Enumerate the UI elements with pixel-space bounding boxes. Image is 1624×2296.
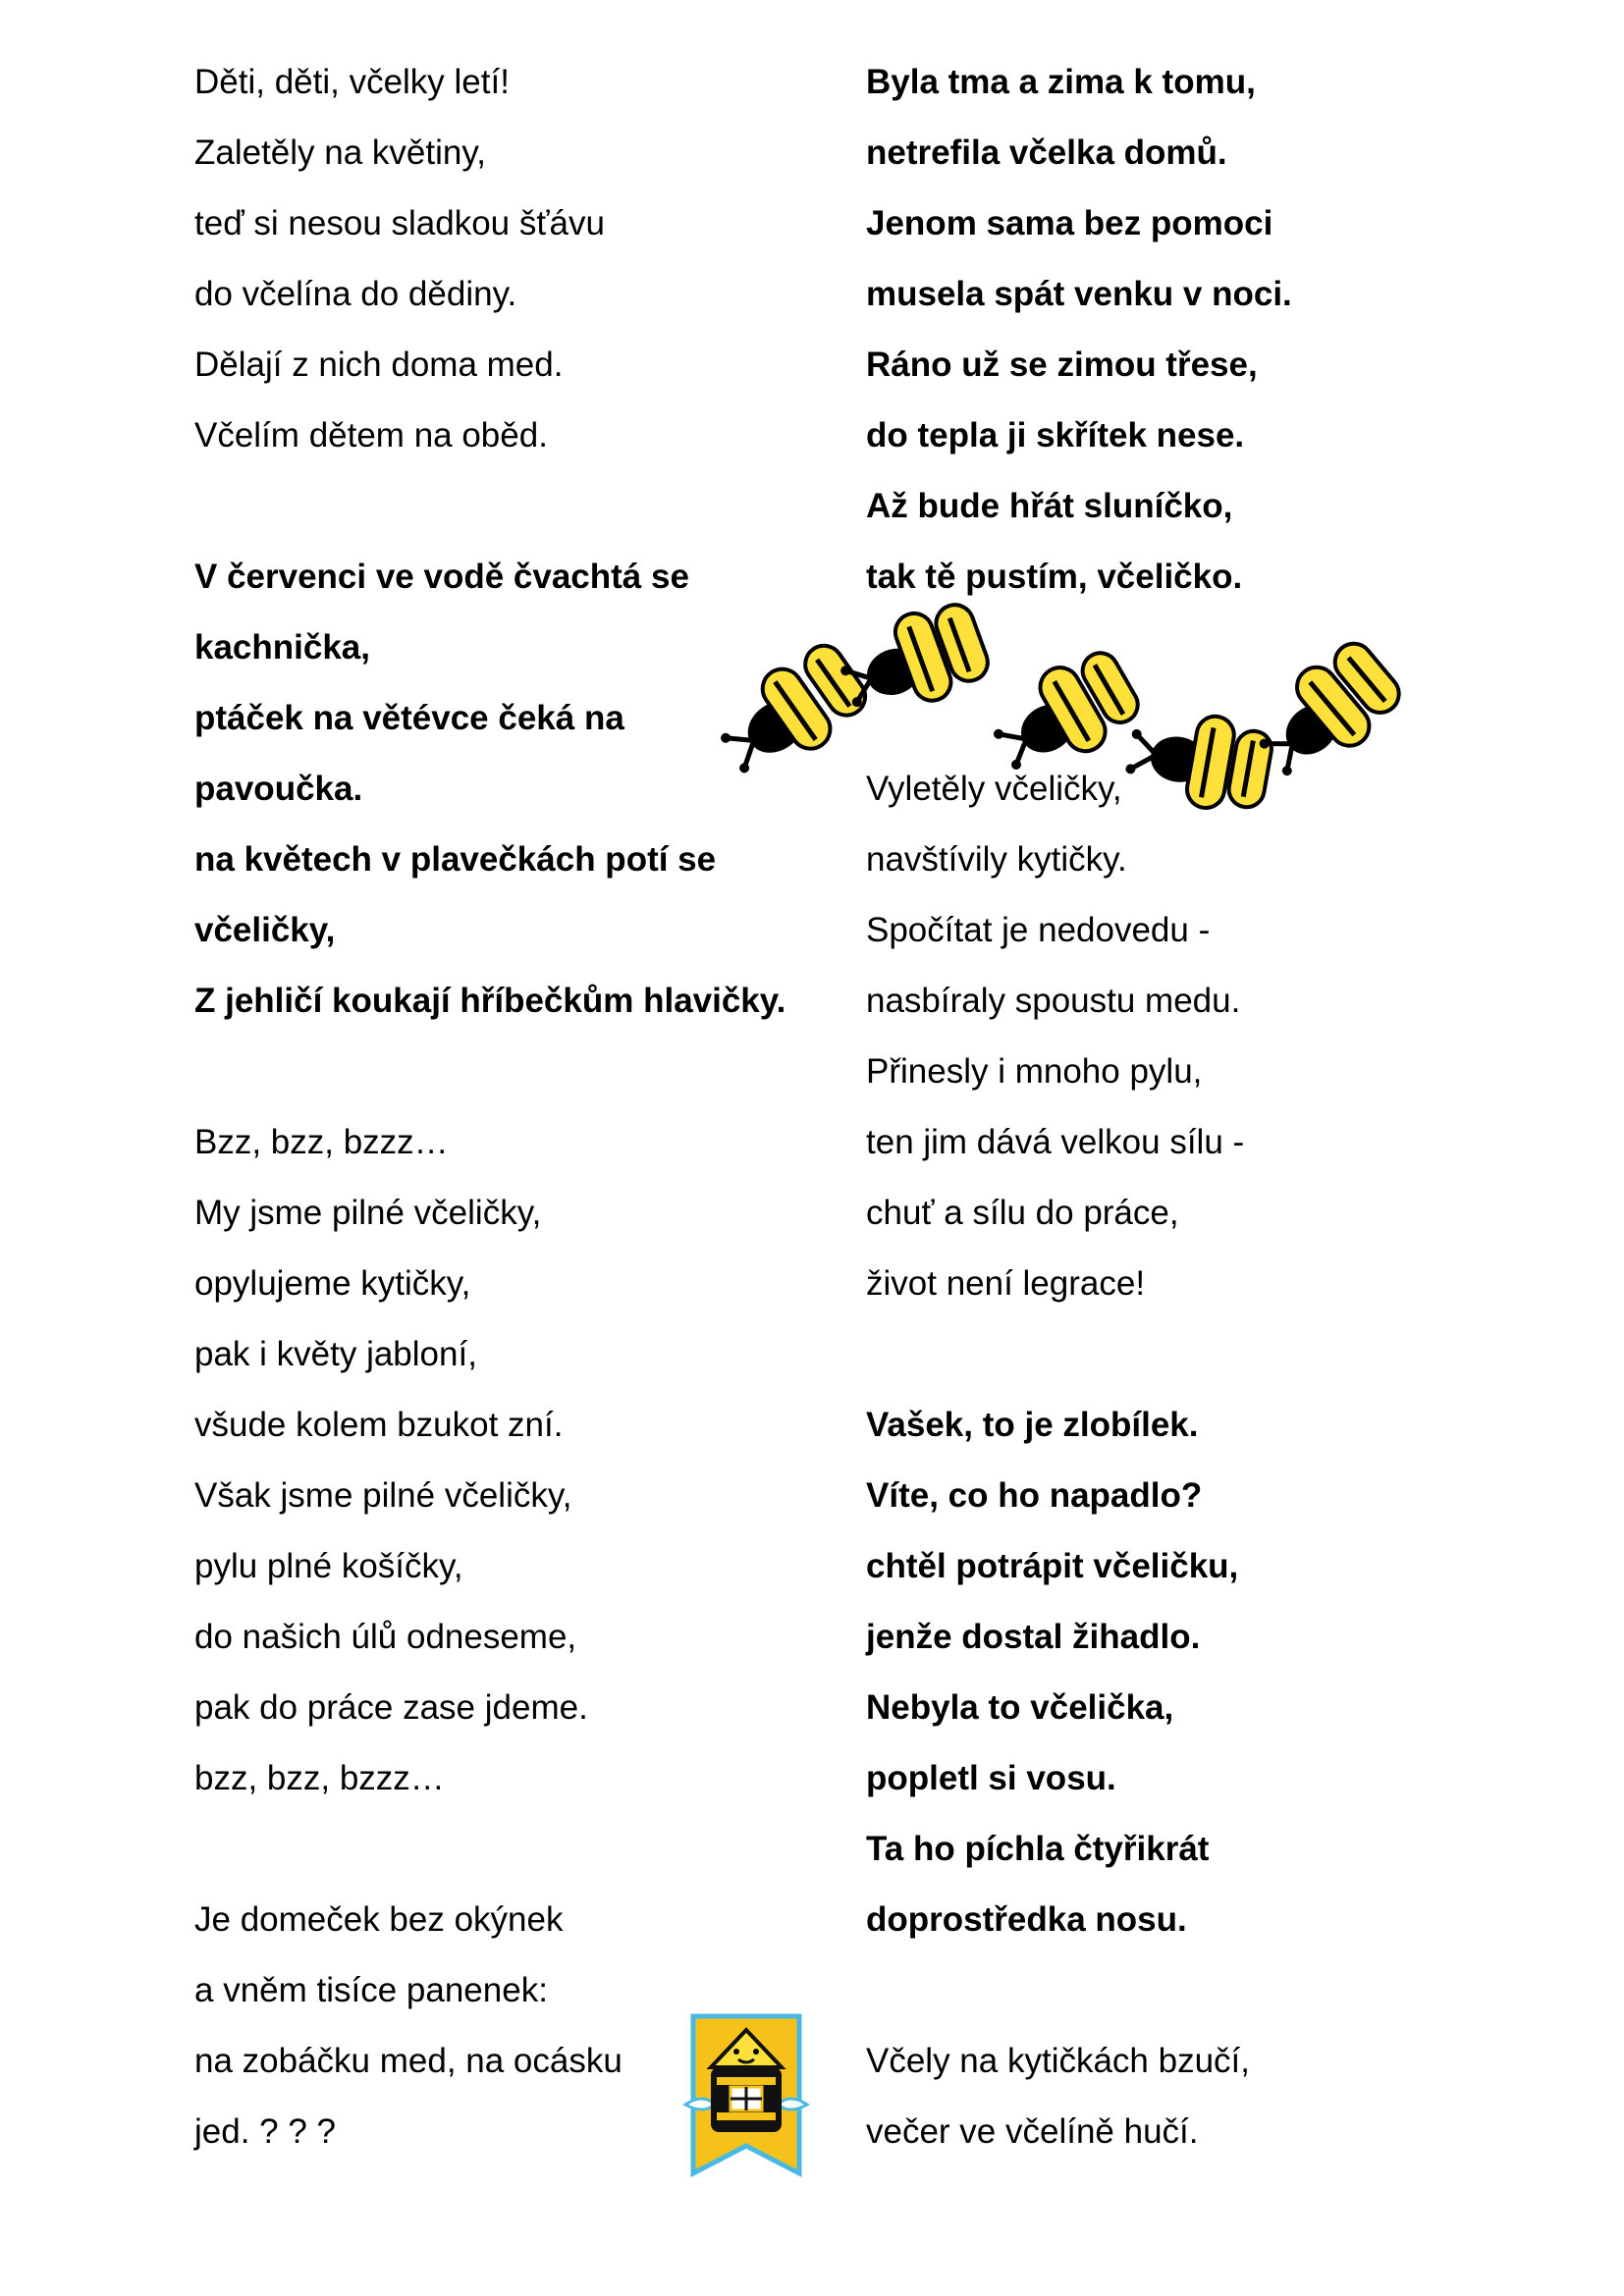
poem-line: ten jim dává velkou sílu - bbox=[866, 1123, 1245, 1161]
poem-line: pylu plné košíčky, bbox=[194, 1547, 463, 1585]
blank-line bbox=[194, 483, 803, 554]
poem-line: pak do práce zase jdeme. bbox=[194, 1688, 588, 1727]
poem-line: Spočítat je nedovedu - bbox=[866, 911, 1211, 949]
poem-line: opylujeme kytičky, bbox=[194, 1264, 471, 1303]
poem-line: bzz, bzz, bzzz… bbox=[194, 1759, 445, 1797]
poem-line: Nebyla to včelička, bbox=[866, 1688, 1174, 1727]
poem-line: jenže dostal žihadlo. bbox=[866, 1618, 1201, 1656]
poem-column-right bbox=[866, 59, 1416, 2179]
poem-line: na květech v plavečkách potí se bbox=[194, 840, 717, 879]
poem-line: Víte, co ho napadlo? bbox=[866, 1476, 1203, 1515]
poem-line: doprostředka nosu. bbox=[866, 1900, 1187, 1939]
poem-line: jed. ? ? ? bbox=[194, 2112, 336, 2151]
poem-line: pavoučka. bbox=[194, 770, 363, 808]
poem-line: Bzz, bzz, bzzz… bbox=[194, 1123, 449, 1161]
poem-line: Však jsme pilné včeličky, bbox=[194, 1476, 572, 1515]
poem-line: navštívily kytičky. bbox=[866, 840, 1127, 879]
poem-line: V červenci ve vodě čvachtá se bbox=[194, 558, 689, 596]
poem-line: večer ve včelíně hučí. bbox=[866, 2112, 1199, 2151]
poem-line: Vašek, to je zlobílek. bbox=[866, 1406, 1199, 1444]
bee-icon bbox=[1245, 638, 1412, 785]
poem-line: My jsme pilné včeličky, bbox=[194, 1194, 542, 1232]
blank-line bbox=[194, 1048, 803, 1119]
poem-line: Ráno už se zimou třese, bbox=[866, 346, 1258, 384]
poem-line: Z jehličí koukají hříbečkům hlavičky. bbox=[194, 982, 786, 1020]
poem-line: tak tě pustím, včeličko. bbox=[866, 558, 1243, 596]
poem-line: Ta ho píchla čtyřikrát bbox=[866, 1830, 1210, 1868]
poem-line: Dělají z nich doma med. bbox=[194, 346, 564, 384]
poem-line: chuť a sílu do práce, bbox=[866, 1194, 1179, 1232]
poem-line: do tepla ji skřítek nese. bbox=[866, 416, 1245, 454]
poem-line: a vněm tisíce panenek: bbox=[194, 1971, 548, 2009]
poem-line: na zobáčku med, na ocásku bbox=[194, 2042, 623, 2080]
poem-line: Včelím dětem na oběd. bbox=[194, 416, 548, 454]
poem-line: netrefila včelka domů. bbox=[866, 133, 1227, 172]
poem-line: Je domeček bez okýnek bbox=[194, 1900, 564, 1939]
poem-line: do našich úlů odneseme, bbox=[194, 1618, 577, 1656]
poem-line: život není legrace! bbox=[866, 1264, 1146, 1303]
poem-line: chtěl potrápit včeličku, bbox=[866, 1547, 1239, 1585]
blank-line bbox=[194, 1826, 803, 1896]
poem-line: Přinesly i mnoho pylu, bbox=[866, 1052, 1203, 1091]
poem-line: Jenom sama bez pomoci bbox=[866, 204, 1273, 242]
poem-line: Vyletěly včeličky, bbox=[866, 770, 1122, 808]
poem-line: musela spát venku v noci. bbox=[866, 275, 1292, 313]
poem-line: do včelína do dědiny. bbox=[194, 275, 517, 313]
poem-line: Včely na kytičkách bzučí, bbox=[866, 2042, 1250, 2080]
beehive-badge-icon bbox=[681, 2010, 811, 2179]
poem-line: všude kolem bzukot zní. bbox=[194, 1406, 564, 1444]
poem-line: Až bude hřát sluníčko, bbox=[866, 487, 1233, 525]
bee-icon bbox=[833, 587, 1000, 734]
poem-line: pak i květy jabloní, bbox=[194, 1335, 477, 1373]
poem-line: včeličky, bbox=[194, 911, 336, 949]
poem-line: Byla tma a zima k tomu, bbox=[866, 63, 1256, 101]
poem-line: nasbíraly spoustu medu. bbox=[866, 982, 1241, 1020]
poem-column-left bbox=[194, 59, 803, 2179]
poem-line: ptáček na větévce čeká na bbox=[194, 699, 624, 737]
blank-line bbox=[866, 1331, 1416, 1402]
poem-line: Zaletěly na květiny, bbox=[194, 133, 486, 172]
poem-line: Děti, děti, včelky letí! bbox=[194, 63, 510, 101]
poem-line: teď si nesou sladkou šťávu bbox=[194, 204, 605, 242]
poem-line: popletl si vosu. bbox=[866, 1759, 1116, 1797]
blank-line bbox=[866, 1967, 1416, 2038]
poem-line: kachnička, bbox=[194, 628, 370, 667]
